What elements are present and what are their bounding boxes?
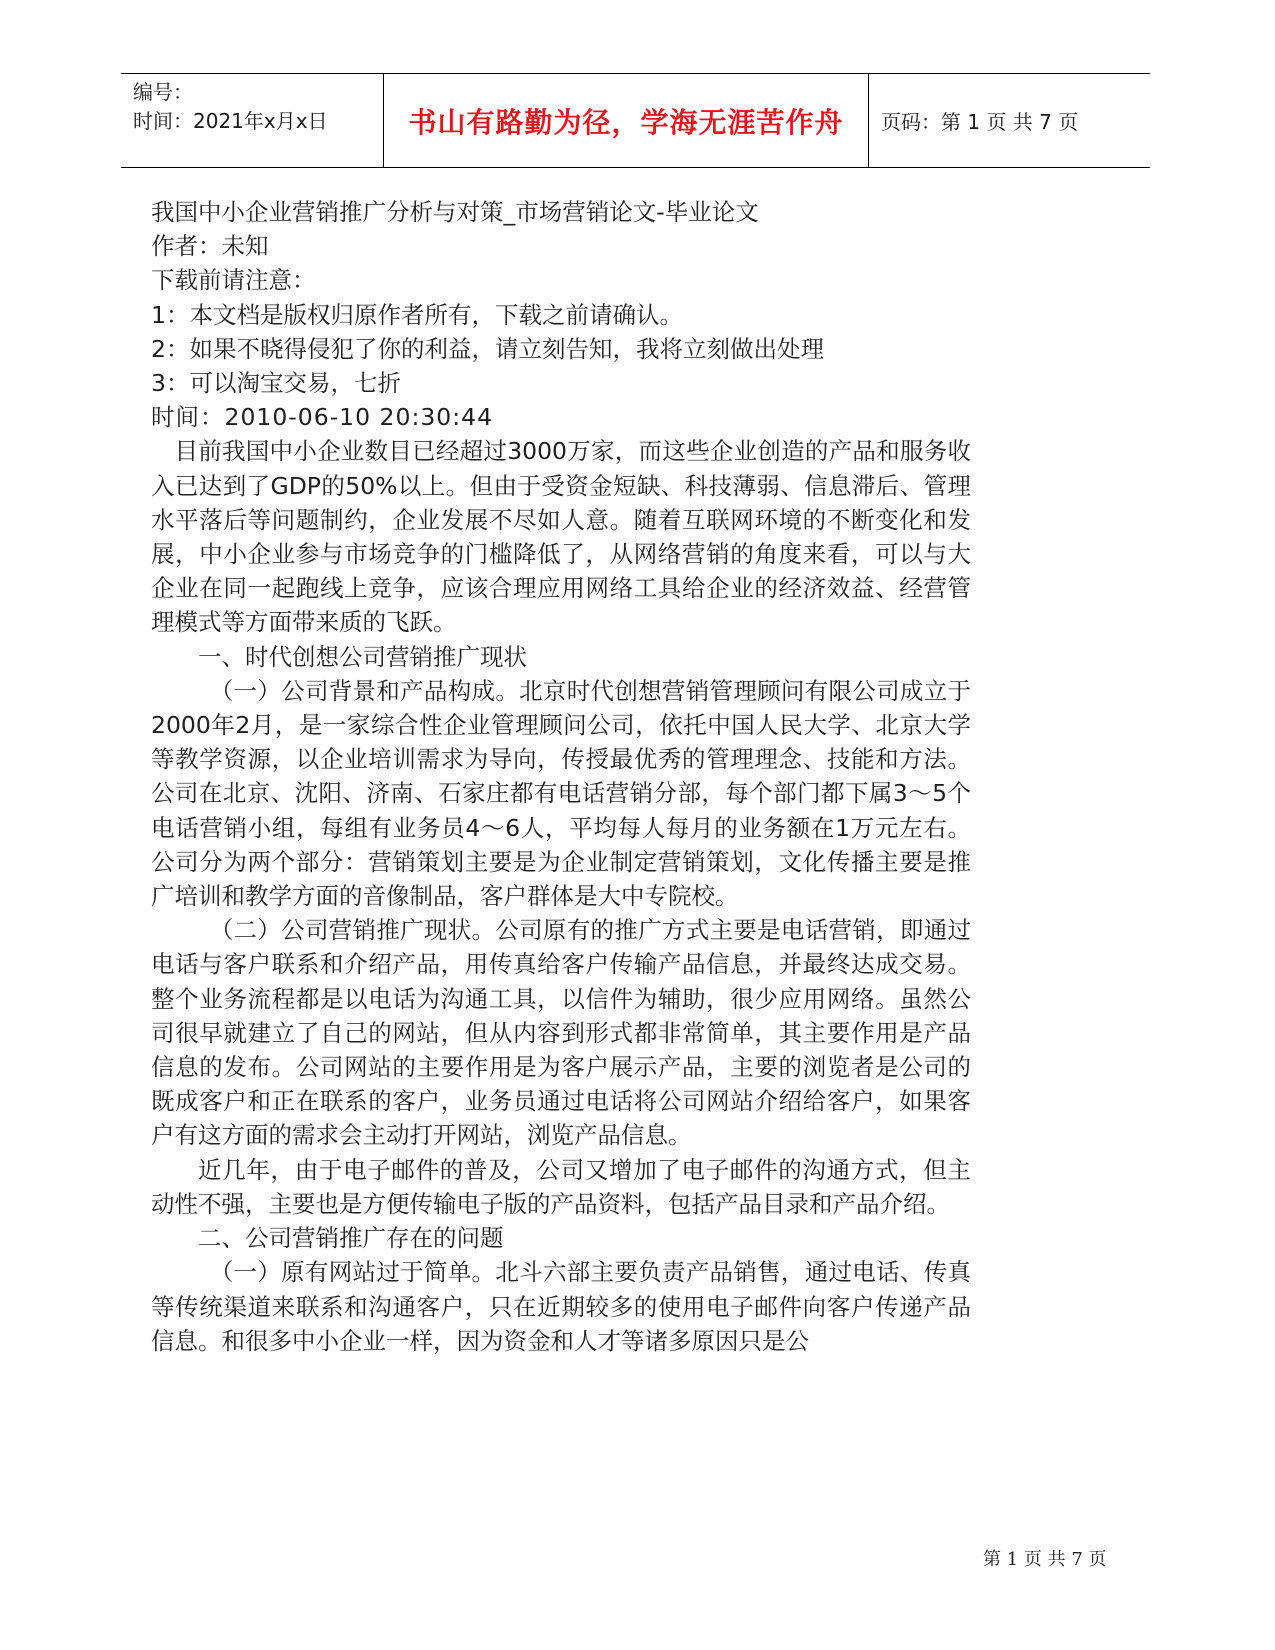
- paragraph: 目前我国中小企业数目已经超过3000万家，而这些企业创造的产品和服务收入已达到了GDP的50%以上。但由于受资金短缺、科技薄弱、信息滞后、管理水平落后等问题制约，企业发展不尽如人意。随着互联网环境的不断变化和发展，中小企业参与市场竞争的门槛降低了，从网络营销的角度来看，可以与大企业在同一起跑线上竞争，应该合理应用网络工具给企业的经济效益、经营管理模式等方面带来质的飞跃。: [151, 437, 971, 637]
- doc-author: 作者：未知: [151, 232, 269, 261]
- section-heading: 二、公司营销推广存在的问题: [198, 1224, 504, 1253]
- header-motto: 书山有路勤为径，学海无涯苦作舟: [408, 105, 844, 139]
- doc-number-label: 编号：: [133, 80, 193, 104]
- header-divider: [868, 74, 869, 167]
- header-page-label: 页码：第 1 页 共 7 页: [881, 110, 1079, 134]
- header-table: [121, 73, 1150, 168]
- document-body: [151, 195, 971, 1358]
- paragraph: （一）公司背景和产品构成。北京时代创想营销管理顾问有限公司成立于2000年2月，是一家综合性企业管理顾问公司，依托中国人民大学、北京大学等教学资源，以企业培训需求为导向，传授最优秀的管理理念、技能和方法。公司在北京、沈阳、济南、石家庄都有电话营销分部，每个部门都下属3～5个电话营销小组，每组有业务员4～6人，平均每人每月的业务额在1万元左右。公司分为两个部分：营销策划主要是为企业制定营销策划，文化传播主要是推广培训和教学方面的音像制品，客户群体是大中专院校。: [151, 676, 971, 911]
- section-heading: 一、时代创想公司营销推广现状: [198, 642, 527, 671]
- doc-time-label: 时间：2021年x月x日: [133, 109, 328, 133]
- doc-time: 时间：2010-06-10 20:30:44: [151, 403, 494, 432]
- notice-item: 1：本文档是版权归原作者所有，下载之前请确认。: [151, 300, 683, 329]
- doc-title: 我国中小企业营销推广分析与对策_市场营销论文-毕业论文: [151, 198, 759, 226]
- header-meta: [133, 78, 373, 136]
- notice-item: 3：可以淘宝交易，七折: [151, 369, 401, 398]
- paragraph: （二）公司营销推广现状。公司原有的推广方式主要是电话营销，即通过电话与客户联系和介绍产品，用传真给客户传输产品信息，并最终达成交易。整个业务流程都是以电话为沟通工具，以信件为辅助，很少应用网络。虽然公司很早就建立了自己的网站，但从内容到形式都非常简单，其主要作用是产品信息的发布。公司网站的主要作用是为客户展示产品，主要的浏览者是公司的既成客户和正在联系的客户，业务员通过电话将公司网站介绍给客户，如果客户有这方面的需求会主动打开网站，浏览产品信息。: [151, 916, 971, 1150]
- notice-item: 2：如果不晓得侵犯了你的利益，请立刻告知，我将立刻做出处理: [151, 334, 824, 363]
- page-footer: 第 1 页 共 7 页: [983, 1549, 1107, 1570]
- paragraph: 近几年，由于电子邮件的普及，公司又增加了电子邮件的沟通方式，但主动性不强，主要也是方便传输电子版的产品资料，包括产品目录和产品介绍。: [151, 1155, 971, 1218]
- paragraph: （一）原有网站过于简单。北斗六部主要负责产品销售，通过电话、传真等传统渠道来联系和沟通客户，只在近期较多的使用电子邮件向客户传递产品信息。和很多中小企业一样，因为资金和人才等诸多原因只是公: [151, 1258, 971, 1355]
- notice-title: 下载前请注意：: [151, 266, 316, 295]
